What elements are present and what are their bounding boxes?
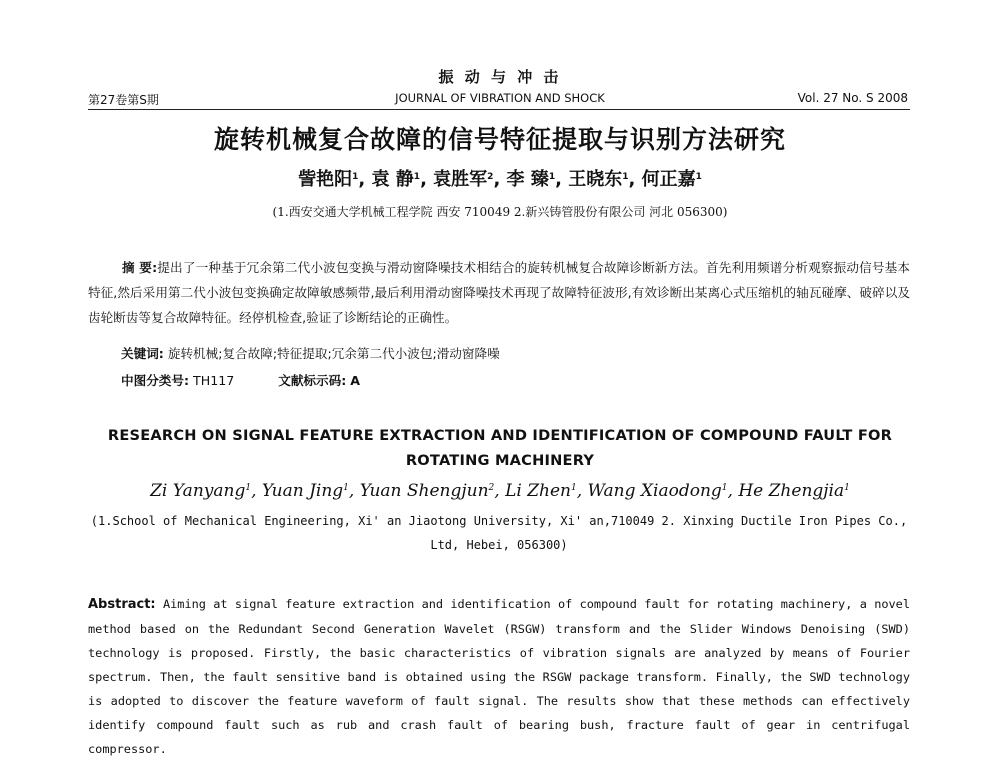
- doc-code-value: A: [350, 373, 361, 388]
- author-cn: 袁胜军: [433, 169, 488, 190]
- author-affiliation-mark: 1: [571, 483, 577, 493]
- abstract-cn: [88, 255, 910, 330]
- keywords-cn-text: 旋转机械;复合故障;特征提取;冗余第二代小波包;滑动窗降噪: [167, 346, 500, 361]
- paper-title-en-line2: ROTATING MACHINERY: [405, 452, 595, 469]
- author-affiliation-mark: 1: [844, 483, 850, 493]
- author-affiliation-mark: 1: [413, 172, 421, 182]
- author-cn: 李 臻: [506, 169, 549, 190]
- affiliations-cn: (1.西安交通大学机械工程学院 西安 710049 2.新兴铸管股份有限公司 河北 056300): [272, 205, 728, 219]
- abstract-cn-text: 提出了一种基于冗余第二代小波包变换与滑动窗降噪技术相结合的旋转机械复合故障诊断新方法。首先利用频谱分析观察振动信号基本特征,然后采用第二代小波包变换确定故障敏感频带,最后利用滑动窗降噪技术再现了故障特征波形,有效诊断出某离心式压缩机的轴瓦碰摩、破碎以及齿轮断齿等复合故障特征。经停机检查,验证了诊断结论的正确性。: [88, 260, 911, 325]
- author-cn: 何正嘉: [641, 169, 696, 190]
- keywords-cn-label: 关键词:: [121, 346, 164, 361]
- abstract-en-label: Abstract:: [88, 597, 156, 612]
- abstract-cn-label: 摘 要:: [122, 260, 158, 275]
- journal-name-cn: 振 动 与 冲 击: [438, 68, 562, 86]
- journal-name-en: JOURNAL OF VIBRATION AND SHOCK: [395, 91, 605, 105]
- abstract-en: [88, 592, 910, 761]
- affiliations-en: (1.School of Mechanical Engineering, Xi' an Jiaotong University, Xi' an,710049 2. Xinxing Ductile Iron Pipes Co., Ltd, Hebei, 056300): [90, 514, 908, 552]
- author-affiliation-mark: 1: [343, 483, 349, 493]
- header-rule: [88, 109, 910, 110]
- author-en: Yuan Shengjun: [359, 481, 489, 501]
- author-affiliation-mark: 1: [352, 172, 359, 182]
- author-affiliation-mark: 1: [695, 172, 702, 182]
- keywords-cn: [121, 343, 500, 362]
- volume-info-en: Vol. 27 No. S 2008: [797, 91, 908, 105]
- author-list-cn: 訾艳阳$^1$, 袁 静$^1$, 袁胜军$^2$, 李 臻$^1$, 王晓东$^1$, 何正嘉$^1$: [298, 169, 702, 190]
- paper-title-cn: 旋转机械复合故障的信号特征提取与识别方法研究: [213, 125, 786, 154]
- author-en: Li Zhen: [505, 481, 571, 501]
- author-affiliation-mark: 1: [622, 172, 629, 182]
- author-affiliation-mark: 1: [548, 172, 556, 182]
- author-list-en: Zi Yanyang$^1$, Yuan Jing$^1$, Yuan Shengjun$^2$, Li Zhen$^1$, Wang Xiaodong$^1$, He Zhengjia$^1$: [150, 481, 850, 501]
- classification-line: [121, 370, 360, 389]
- author-cn: 袁 静: [371, 169, 414, 190]
- doc-code-label: 文献标示码:: [278, 373, 347, 388]
- author-affiliation-mark: 1: [245, 483, 252, 493]
- author-affiliation-mark: 2: [488, 483, 495, 493]
- clc-label: 中图分类号:: [121, 373, 190, 388]
- paper-title-en-line1: RESEARCH ON SIGNAL FEATURE EXTRACTION AND IDENTIFICATION OF COMPOUND FAULT FOR: [107, 427, 893, 444]
- author-cn: 訾艳阳: [298, 169, 353, 190]
- abstract-en-text: Aiming at signal feature extraction and identification of compound fault for rotating machinery, a novel method based on the Redundant Second Generation Wavelet (RSGW) transform and the Slider Windows Denoising (SWD) technology is proposed. Firstly, the basic characteristics of vibration signals are analyzed by means of Fourier spectrum. Then, the fault sensitive band is obtained using the RSGW package transform. Finally, the SWD technology is adopted to discover the feature waveform of fault signal. The results show that these methods can effectively identify compound fault such as rub and crash fault of bearing bush, fracture fault of gear in centrifugal compressor.: [88, 597, 910, 756]
- author-en: Wang Xiaodong: [587, 481, 722, 501]
- author-en: Yuan Jing: [261, 481, 344, 501]
- author-en: He Zhengjia: [738, 481, 845, 501]
- author-affiliation-mark: 2: [487, 172, 494, 182]
- clc-value: TH117: [193, 373, 235, 388]
- author-en: Zi Yanyang: [150, 481, 246, 501]
- volume-info-cn: 第27卷第S期: [88, 93, 159, 107]
- author-cn: 王晓东: [568, 169, 623, 190]
- author-affiliation-mark: 1: [721, 483, 728, 493]
